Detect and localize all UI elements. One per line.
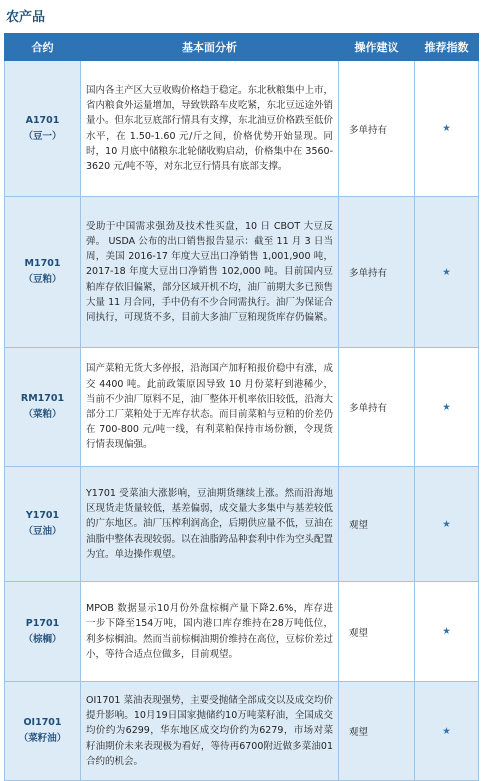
rating-star-icon: ★ bbox=[415, 582, 479, 682]
contract-cell bbox=[5, 348, 81, 467]
contract-cell bbox=[5, 197, 81, 348]
advice-cell: 观望 bbox=[339, 682, 415, 781]
analysis-cell: 受助于中国需求强劲及技术性买盘，10 日 CBOT 大豆反弹。 USDA 公布的出口销售报告显示：截至 11 月 3 日当周，美国 2016-17 年度大豆出口净销售 1,001,900 吨，2017-18 年度大豆出口净销售 102,000 吨。目前国内豆粕库存依旧偏紧，部分区域开机不均，油厂前期大多已预售大量 11 月合同，手中仍有不少合同需执行。油厂为保证合同执行，可现货不多，目前大多油厂豆粕现货库存仍偏紧。 bbox=[81, 197, 339, 348]
contract-cell bbox=[5, 582, 81, 682]
advice-cell: 多单持有 bbox=[339, 61, 415, 197]
advice-cell: 多单持有 bbox=[339, 197, 415, 348]
contract-code: OI1701 bbox=[23, 717, 62, 728]
contract-code: A1701 bbox=[25, 114, 60, 126]
header-advice: 操作建议 bbox=[339, 34, 415, 61]
rating-star-icon: ★ bbox=[415, 682, 479, 781]
contract-name: （豆一） bbox=[23, 130, 62, 142]
contract-code: Y1701 bbox=[25, 510, 60, 521]
analysis-cell: OI1701 菜油表现强势，主要受抛储全部成交以及成交均价提升影响。10月19日国家抛储约10万吨菜籽油，全国成交均价约为6299，华东地区成交均价约为6279，市场对菜籽油期价未来表现极为看好，等待再6700附近做多菜油01合约的机会。 bbox=[81, 682, 339, 781]
rating-star-icon: ★ bbox=[415, 61, 479, 197]
contract-code: P1701 bbox=[25, 617, 60, 629]
rating-star-icon: ★ bbox=[415, 197, 479, 348]
table-row bbox=[5, 582, 479, 682]
analysis-cell: 国产菜粕无货大多停报，沿海国产加籽粕报价稳中有涨，成交 4400 吨。此前政策原因导致 10 月份菜籽到港稀少，当前不少油厂原料不足，油厂整体开机率依旧较低，沿海大部分工厂菜粕处于无库存状态。而目前菜粕与豆粕的价差仍在 700-800 元/吨一线，有利菜粕保持市场份额，令现货行情表现偏强。 bbox=[81, 348, 339, 467]
rating-star-icon: ★ bbox=[415, 467, 479, 582]
contract-name: （棕榈） bbox=[23, 633, 62, 645]
contract-name: （豆粕） bbox=[23, 274, 62, 285]
advice-cell: 观望 bbox=[339, 467, 415, 582]
advice-cell: 多单持有 bbox=[339, 348, 415, 467]
header-analysis: 基本面分析 bbox=[81, 34, 339, 61]
rating-star-icon: ★ bbox=[415, 348, 479, 467]
analysis-cell: MPOB 数据显示10月份外盘棕榈产量下降2.6%，库存进一步下降至154万吨，国内港口库存维持在28万吨低位，利多棕榈油。然而当前棕榈油期价维持在高位，豆棕价差过小，等待合适点位做多，目前观望。 bbox=[81, 582, 339, 682]
table-row bbox=[5, 467, 479, 582]
contract-name: （豆油） bbox=[23, 526, 62, 537]
contract-cell bbox=[5, 61, 81, 197]
page-title: 农产品 bbox=[6, 10, 46, 25]
contract-code: M1701 bbox=[24, 258, 61, 269]
contract-cell bbox=[5, 682, 81, 781]
recommendation-table bbox=[4, 33, 479, 781]
analysis-cell: 国内各主产区大豆收购价格趋于稳定。东北秋粮集中上市，省内粮食外运量增加，导致铁路车皮吃紧，东北豆远途外销量小。但东北豆底部行情具有支撑，东北油豆价格跌至低价水平，在 1.50-1.60 元/斤之间，价格优势开始显现。同时，10 月底中储粮东北轮储收购启动，价格集中在 3560-3620 元/吨不等，对东北豆行情具有底部支撑。 bbox=[81, 61, 339, 197]
table-row bbox=[5, 682, 479, 781]
table-row bbox=[5, 348, 479, 467]
header-contract: 合约 bbox=[5, 34, 81, 61]
contract-cell bbox=[5, 467, 81, 582]
advice-cell: 观望 bbox=[339, 582, 415, 682]
contract-name: （菜粕） bbox=[23, 409, 62, 420]
table-row bbox=[5, 61, 479, 197]
table-header-row bbox=[5, 34, 479, 61]
contract-name: （菜籽油） bbox=[18, 733, 67, 744]
contract-code: RM1701 bbox=[20, 393, 65, 404]
header-rating: 推荐指数 bbox=[415, 34, 479, 61]
analysis-cell: Y1701 受菜油大涨影响，豆油期货继续上涨。然而沿海地区现货走货量较低，基差偏弱，成交量大多集中与基差较低的广东地区。油厂压榨利润高企，后期供应量不低，豆油在油脂中整体表现较弱。以在油脂跨品种套利中作为空头配置为宜。单边操作观望。 bbox=[81, 467, 339, 582]
table-row bbox=[5, 197, 479, 348]
